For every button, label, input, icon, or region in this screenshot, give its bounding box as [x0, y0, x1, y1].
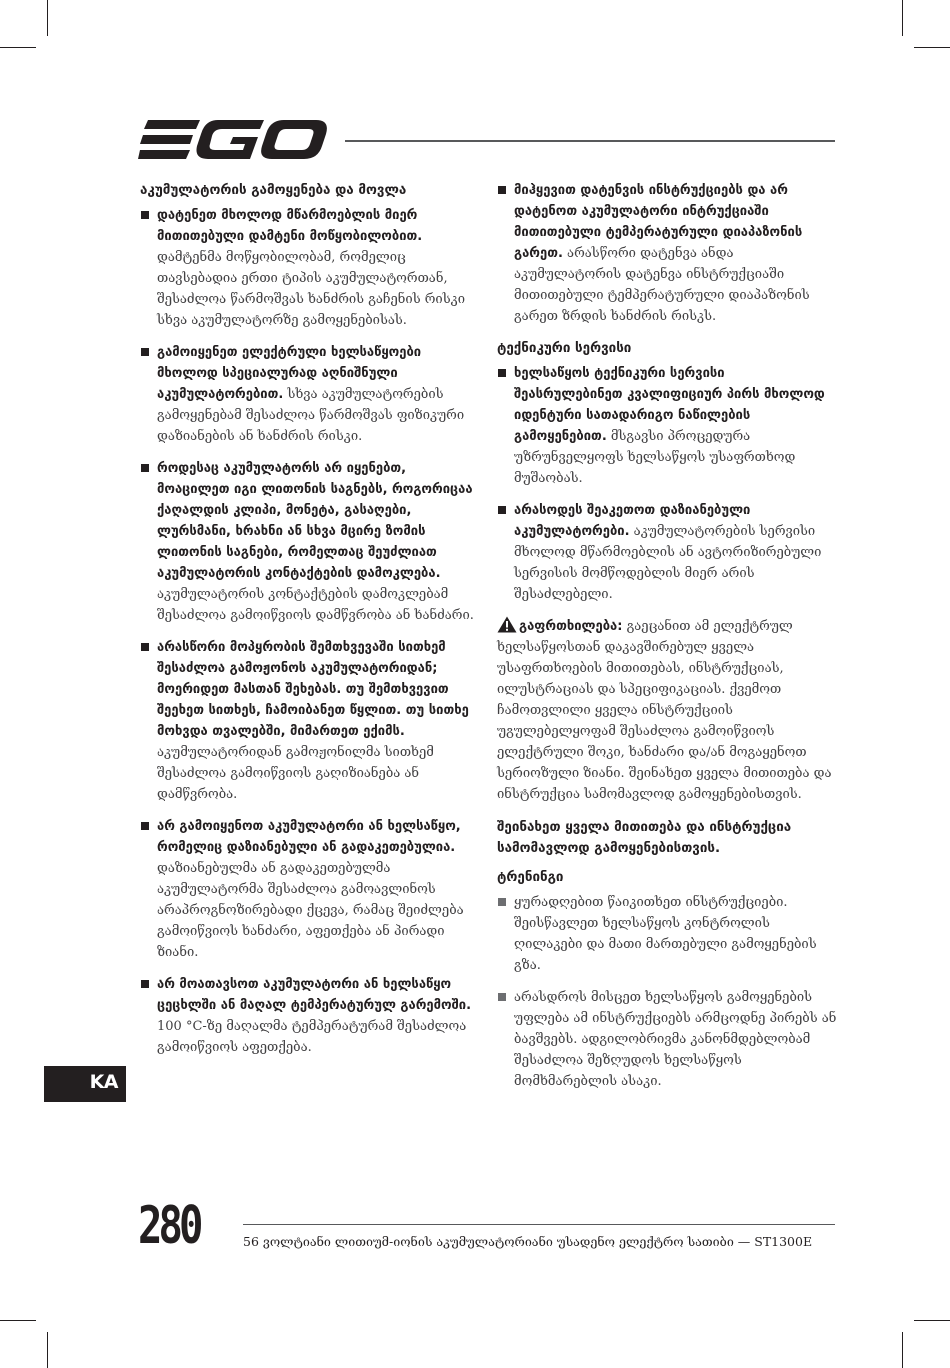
- list-item: გამოიყენეთ ელექტრული ხელსაწყოები მხოლოდ სპეციალურად აღნიშნული აკუმულატორებით. სხვა აკუმულატორების გამოყენებამ შესაძლოა წარმოშვას ფიზიკური დაზიანების ან ხანძრის რისკი.: [140, 342, 482, 447]
- list-item: არასწორი მოპყრობის შემთხვევაში სითხემ შესაძლოა გამოჟონოს აკუმულატორიდან; მოერიდეთ მასთან შეხებას. თუ შემთხვევით შეეხეთ სითხეს, ჩამოიბანეთ წყლით. თუ სითხე მოხვდა თვალებში, მიმართეთ ექიმს. აკუმულატორიდან გამოჟონილმა სითხემ შესაძლოა გამოიწვიოს გაღიზიანება ან დამწვრობა.: [140, 637, 482, 805]
- bullet-icon: [141, 348, 149, 356]
- bullet-icon: [498, 186, 506, 194]
- crop-mark: [47, 0, 48, 36]
- list-item: არ მოათავსოთ აკუმულატორი ან ხელსაწყო ცეცხლში ან მაღალ ტემპერატურულ გარემოში. 100 °C-ზე მაღალმა ტემპერატურამ შესაძლოა გამოიწვიოს აფეთქება.: [140, 974, 482, 1058]
- warning-triangle-icon: [497, 616, 517, 633]
- bullet-icon: [141, 211, 149, 219]
- list-item: ხელსაწყოს ტექნიკური სერვისი შეასრულებინეთ კვალიფიციურ პირს მხოლოდ იდენტური სათადარიგო ნაწილების გამოყენებით. მსგავსი პროცედურა უზრუნველყოფს ხელსაწყოს უსაფრთხოდ მუშაობას.: [497, 363, 837, 489]
- bullet-icon: [498, 506, 506, 514]
- left-column: [140, 180, 482, 1069]
- language-tab: [44, 1066, 126, 1102]
- bullet-icon: [498, 369, 506, 377]
- warning-block: [497, 616, 837, 805]
- bullet-icon: [141, 464, 149, 472]
- crop-mark: [914, 47, 950, 48]
- footer-caption: 56 ვოლტიანი ლითიუმ-იონის აკუმულატორიანი უსადენო ელექტრო სათიბი — ST1300E: [243, 1234, 813, 1249]
- section-heading-training: ტრენინგი: [497, 870, 564, 885]
- list-item: არ გამოიყენოთ აკუმულატორი ან ხელსაწყო, რომელიც დაზიანებული ან გადაკეთებულია. დაზიანებულმა ან გადაკეთებულმა აკუმულატორმა შესაძლოა გამოავლინოს არაპროგნოზირებადი ქცევა, რამაც შეიძლება გამოიწვიოს ხანძარი, აფეთქება ან პირადი ზიანი.: [140, 816, 482, 963]
- list-item: არასოდეს შეაკეთოთ დაზიანებული აკუმულატორები. აკუმულატორების სერვისი მხოლოდ მწარმოებლის ან ავტორიზირებული სერვისის მომწოდებლის მიერ არის შესაძლებელი.: [497, 500, 837, 605]
- list-item: დატენეთ მხოლოდ მწარმოებლის მიერ მითითებული დამტენი მოწყობილობით. დამტენმა მოწყობილობამ, რომელიც თავსებადია ერთი ტიპის აკუმულატორთან, შესაძლოა წარმოშვას ხანძრის გაჩენის რისკი სხვა აკუმულატორზე გამოყენებისას.: [140, 205, 482, 331]
- ego-logo: [138, 118, 328, 162]
- crop-mark: [902, 1332, 903, 1368]
- training-list: [497, 892, 837, 1092]
- right-column: [497, 180, 837, 1103]
- crop-mark: [0, 1320, 36, 1321]
- bullet-icon: [498, 993, 506, 1001]
- save-instructions-note: შეინახეთ ყველა მითითება და ინსტრუქცია სამომავლოდ გამოყენებისთვის.: [497, 820, 792, 856]
- service-list: [497, 363, 837, 605]
- language-code: KA: [89, 1071, 118, 1093]
- section-heading-battery-use: აკუმულატორის გამოყენება და მოვლა: [140, 183, 407, 198]
- crop-mark: [47, 1332, 48, 1368]
- bullet-icon: [141, 643, 149, 651]
- crop-mark: [914, 1320, 950, 1321]
- list-item: როდესაც აკუმულატორს არ იყენებთ, მოაცილეთ იგი ლითონის საგნებს, როგორიცაა ქაღალდის კლიპი, მონეტა, გასაღები, ლურსმანი, ხრახნი ან სხვა მცირე ზომის ლითონის საგნები, რომელთაც შეუძლიათ აკუმულატორის კონტაქტების დამოკლება. აკუმულატორის კონტაქტების დამოკლებამ შესაძლოა გამოიწვიოს დამწვრობა ან ხანძარი.: [140, 458, 482, 626]
- list-item: არასდროს მისცეთ ხელსაწყოს გამოყენების უფლება ამ ინსტრუქციებს არმცოდნე პირებს ან ბავშვებს. ადგილობრივმა კანონმდებლობამ შესაძლოა შეზღუდოს ხელსაწყოს მომხმარებლის ასაკი.: [497, 987, 837, 1092]
- warning-text: გაეცანით ამ ელექტრულ ხელსაწყოსთან დაკავშირებულ ყველა უსაფრთხოების მითითებას, ინსტრუქციას, ილუსტრაციას და სპეციფიკაციას. ქვემოთ ჩამოთვლილი ყველა ინსტრუქციის უგულებელყოფამ შესაძლოა გამოიწვიოს ელექტრული შოკი, ხანძარი და/ან მოგაყენოთ სერიოზული ზიანი. შეინახეთ ყველა მითითება და ინსტრუქცია სამომავლოდ გამოყენებისთვის.: [497, 619, 832, 802]
- page-number: 280: [138, 1196, 200, 1256]
- list-item: მიჰყევით დატენვის ინსტრუქციებს და არ დატენოთ აკუმულატორი ინტრუქციაში მითითებული ტემპერატურული დიაპაზონის გარეთ. არასწორი დატენვა ანდა აკუმულატორის დატენვა ინსტრუქციაში მითითებული ტემპერატურული დიაპაზონის გარეთ ზრდის ხანძრის რისკს.: [497, 180, 837, 327]
- charging-list: [497, 180, 837, 327]
- list-item: ყურადღებით წაიკითხეთ ინსტრუქციები. შეისწავლეთ ხელსაწყოს კონტროლის ღილაკები და მათი მართებული გამოყენების გზა.: [497, 892, 837, 976]
- battery-use-list: [140, 205, 482, 1058]
- bullet-icon: [141, 822, 149, 830]
- bullet-icon: [141, 980, 149, 988]
- warning-label: გაფრთხილება:: [519, 619, 623, 634]
- header-rule: [345, 140, 835, 142]
- footer-rule: [243, 1224, 835, 1225]
- section-heading-service: ტექნიკური სერვისი: [497, 341, 632, 356]
- crop-mark: [902, 0, 903, 36]
- crop-mark: [0, 47, 36, 48]
- bullet-icon: [498, 898, 506, 906]
